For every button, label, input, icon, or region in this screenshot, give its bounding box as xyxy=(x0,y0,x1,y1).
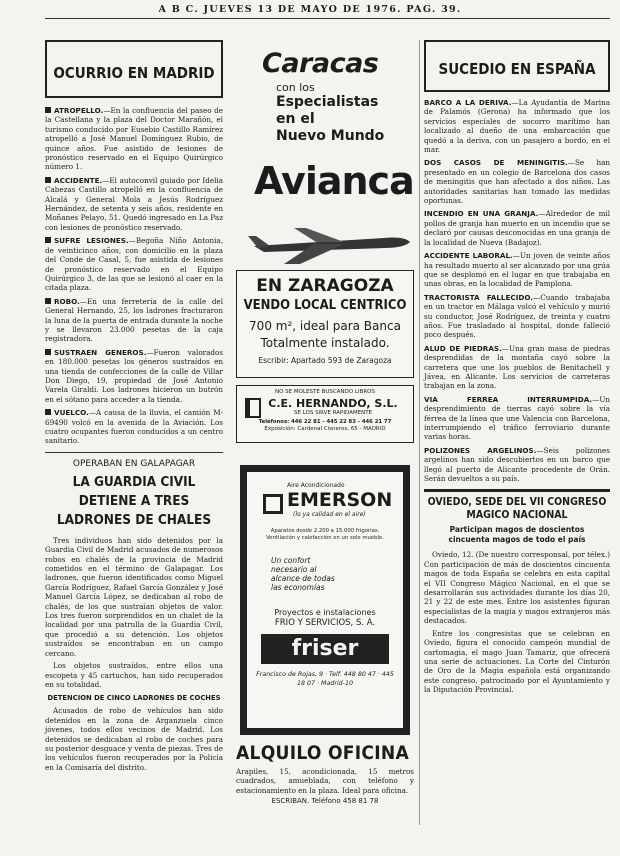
emerson-logo-icon xyxy=(263,494,283,514)
right-column xyxy=(424,40,610,698)
bullet-icon xyxy=(45,349,51,355)
avianca-with: con los xyxy=(276,81,315,94)
avianca-brand: Avianca xyxy=(254,159,414,203)
news-item xyxy=(45,176,223,232)
zaragoza-line4: Totalmente instalado. xyxy=(260,336,390,350)
hernando-ad xyxy=(236,385,414,443)
oviedo-box xyxy=(424,489,610,694)
emerson-brand: EMERSON xyxy=(287,489,393,511)
hernando-tel: Teléfonos: 446 22 81 - 445 22 83 - 446 21 77 xyxy=(258,419,392,425)
oviedo-deck: Participan magos de doscientos cincuenta magos de todo el país xyxy=(448,525,586,545)
news-item-text: —Un desprendimiento de tierras cayó sobre la vía férrea de la línea que une Valencia con Barcelona, interrumpiendo el tráfico ferroviario durante varias horas. xyxy=(424,394,610,442)
hernando-top: NO SE MOLESTE BUSCANDO LIBROS xyxy=(274,389,375,395)
emerson-dealer: Aire Acondicionado xyxy=(287,482,345,489)
section-title: SUCEDIO EN ESPAÑA xyxy=(438,60,596,78)
alquilo-text: Arapiles, 15, acondicionada, 15 metros cuadrados, amueblada, con teléfono y estacionamiento en la plaza. Ideal para oficina. xyxy=(236,767,414,795)
bullet-icon xyxy=(45,237,51,243)
espana-news-list xyxy=(424,98,610,483)
friser-logo-text: friser xyxy=(291,636,359,661)
news-item-head: SUSTRAEN GENEROS. xyxy=(54,347,147,357)
news-item-head: ROBO. xyxy=(54,296,80,306)
galapagar-body xyxy=(45,536,223,690)
zaragoza-line3: 700 m², ideal para Banca xyxy=(249,319,401,333)
emerson-note: Un confort necesario al alcance de todas las economías xyxy=(271,556,335,592)
bullet-icon xyxy=(45,107,51,113)
paragraph: Acusados de robo de vehículos han sido detenidos en la zona de Arganzuela cinco jóvenes, todos ellos vecinos de Madrid. Los detenidos se dedicaban al robo de coches para su posterior desguace y venta de piezas. Tres de los vehículos fueron recuperados por la Policía en la Comisaría del distrito. xyxy=(45,706,223,772)
news-item xyxy=(424,158,610,205)
news-item-text: —A causa de la lluvia, el camión M-69490 volcó en la avenida de la Aviación. Los cuatro ocupantes fueron conducidos a un centro sanitario. xyxy=(45,408,223,446)
hernando-name: C.E. HERNANDO, S.L. xyxy=(268,397,398,410)
bullet-icon xyxy=(45,177,51,183)
news-item xyxy=(424,293,610,340)
hernando-addr: Exposición: Cardenal Cisneros, 65 - MADRID xyxy=(264,426,386,432)
section-sucedio-en-espana xyxy=(424,40,610,92)
section-ocurrio-en-madrid xyxy=(45,40,223,98)
emerson-tag: (lo ya calidad en el aire) xyxy=(293,511,366,518)
news-item-text: —El autoconvil guiado por Idelia Cabezas Castillo atropelló en la confluencia de Alcalá y General Mola a Jesús Rodríguez Hernández, de setenta y seis años, residente en Moñanes Pelayo, 51. Quedó ingresado en La Paz con lesiones de pronóstico reservado. xyxy=(45,175,223,232)
news-item xyxy=(424,98,610,154)
detencion-subtitle: DETENCION DE CINCO LADRONES DE COCHES xyxy=(47,694,221,703)
news-item-text: —Fueron valorados en 180.000 pesetas los géneros sustraídos en una tienda de confecciones de la calle de Villar Don Diego, 19, propiedad de José Antonio Varela Giraldi. Los ladrones hicieron un butrón en el sótano para acceder a la tienda. xyxy=(45,347,224,404)
news-item xyxy=(424,251,610,289)
news-item xyxy=(45,348,223,404)
zaragoza-line5: Escribir: Apartado 593 de Zaragoza xyxy=(258,356,392,365)
avianca-line3: Nuevo Mundo xyxy=(276,128,385,144)
avianca-line2: en el xyxy=(276,111,315,127)
oviedo-title: OVIEDO, SEDE DEL VII CONGRESO MAGICO NACIONAL xyxy=(427,496,607,522)
avianca-line1: Especialistas xyxy=(276,94,379,110)
news-item-head: ATROPELLO. xyxy=(54,106,104,115)
madrid-news-list xyxy=(45,106,223,446)
emerson-proj: Proyectos e instalaciones xyxy=(274,608,376,617)
news-item-head: ALUD DE PIEDRAS. xyxy=(424,343,502,353)
emerson-addr: Francisco de Rojas, 9 · Telf. 448 80 47 · 445 18 07 · Madrid-10 xyxy=(256,671,394,687)
alquilo-tel: ESCRIBAN. Teléfono 458 81 78 xyxy=(271,797,379,806)
hernando-sub: SE LOS SIRVE RAPIDAMENTE xyxy=(293,410,373,416)
news-item-text: —Cuando trabajaba en un tractor en Málaga volcó el vehículo y murió su conductor, José Rodríguez, de treinta y cuatro años. Fue trasladado al hospital, donde falleció poco después. xyxy=(424,292,610,340)
news-item-text: —La Ayudantía de Marina de Palamós (Gerona) ha informado que los servicios especiales de socorro marítimo han localizado al dueño de una embarcación que quedó a la deriva, con un pasajero a bordo, en el mar. xyxy=(424,98,610,155)
airplane-icon xyxy=(244,216,414,266)
oviedo-body xyxy=(424,550,610,694)
news-item-head: VIA FERREA INTERRUMPIDA. xyxy=(424,394,593,404)
friser-logo xyxy=(261,634,389,664)
alquilo-ad xyxy=(236,742,414,814)
emerson-spec: Aparatos desde 2.200 a 15.000 frigorías. Ventilación y calefacción en un solo mueble. xyxy=(266,528,384,541)
paragraph: Los objetos sustraídos, entre ellos una escopeta y 45 cartuchos, han sido recuperados en su totalidad. xyxy=(45,661,223,689)
column-rule xyxy=(419,40,420,825)
zaragoza-line1: EN ZARAGOZA xyxy=(256,276,394,296)
news-item xyxy=(424,395,610,442)
news-item-text: —Se han presentado en un colegio de Barcelona dos casos de meningitis que han afectado a dos niños. Las autoridades sanitarias han tomado las medidas oportunas. xyxy=(424,158,610,206)
news-item-head: ACCIDENTE LABORAL. xyxy=(424,251,513,261)
news-item-text: —Un joven de veinte años ha resultado muerto al ser alcanzado por una grúa que se desplomó en el lugar en que trabajaba en unas obras, en la localidad de Pamplona. xyxy=(424,251,610,289)
news-item xyxy=(424,344,610,391)
galapagar-title: LA GUARDIA CIVIL DETIENE A TRES LADRONES DE CHALES xyxy=(56,473,212,528)
news-item-head: BARCO A LA DERIVA. xyxy=(424,98,512,107)
detencion-body xyxy=(45,706,223,772)
book-icon xyxy=(245,398,261,418)
section-title: OCURRIO EN MADRID xyxy=(53,64,215,82)
news-item-text: —Una gran masa de piedras desprendidas de la montaña cayó sobre la carretera que une los pueblos de Benitachell y Jávea, en Alicante. Los servicios de carreteras trabajan en la zona. xyxy=(424,343,610,391)
zaragoza-ad xyxy=(236,270,414,378)
news-item-text: —En la confluencia del paseo de la Castellana y la plaza del Doctor Marañón, el turismo conducido por Eusebio Castillo Ramírez atropelló a José Manuel Domínguez Rubio, de quince años. Fue asistido de lesiones de pronóstico reservado en el Equipo Quirúrgico número 1. xyxy=(45,106,223,172)
masthead: A B C. JUEVES 13 DE MAYO DE 1976. PAG. 39. xyxy=(158,4,462,15)
galapagar-kicker: OPERABAN EN GALAPAGAR xyxy=(45,452,223,469)
masthead-rule xyxy=(45,18,610,19)
news-item-head: INCENDIO EN UNA GRANJA. xyxy=(424,209,539,219)
paragraph: Tres individuos han sido detenidos por la Guardia Civil de Madrid acusados de numerosos robos en chalés de la provincia de Madrid cometidos en el término de Galapagar. Los ladrones, que fueron identificados como Miguel García Rodríguez, Rafael García González y José Manuel García López, se dedicaban al robo de chalés, de los que sustraían objetos de valor. Los tres fueron sorprendidos en un chalet de la localidad por una patrulla de la Guardia Civil, que procedió a su detención. Los objetos sustraídos se encontraban en un campo cercano. xyxy=(45,535,223,658)
news-item xyxy=(45,408,223,446)
news-item-head: DOS CASOS DE MENINGITIS. xyxy=(424,158,568,168)
news-item-head: ACCIDENTE. xyxy=(54,175,103,185)
zaragoza-line2: VENDO LOCAL CENTRICO xyxy=(243,298,407,313)
paragraph: Entre los congresistas que se celebran en Oviedo, figura el conocido campeón mundial de cartomagia, el mago Juan Tamariz, que ofrecerá una serie de actuaciones. La Corte del Cinturón de Oro de la Magia española está organizando este congreso, patrocinado por el Ayuntamiento y la Diputación Provincial. xyxy=(424,628,610,695)
avianca-ad xyxy=(236,48,414,266)
paragraph: Oviedo, 12. (De nuestro corresponsal, por télex.) Con participación de más de doscientos cincuenta magos de toda España se celebra en esta capital el VII Congreso Mágico Nacional, en el que se desarrollarán sus actividades durante los días 20, 21 y 22 de este mes. Entre los asistentes figuran especialistas de la magia y magos extranjeros más destacados. xyxy=(424,550,611,626)
news-item-text: —Begoña Niño Antonia, de veinticinco años, con domicilio en la plaza del Conde de Casal, 5, fue asistida de lesiones de pronóstico reservado en el Equipo Quirúrgico 3, de las que se lesionó al caer en la citada plaza. xyxy=(45,236,223,293)
news-item xyxy=(45,106,223,172)
news-item-text: —En una ferretería de la calle del General Hernando, 25, los ladrones fracturaron la luna de la puerta de entrada durante la noche y se llevaron 23.000 pesetas de la caja registradora. xyxy=(45,296,223,344)
news-item-head: VUELCO. xyxy=(54,408,89,418)
news-item-text: —Seis polizones argelinos han sido descubiertos en un barco que llegó al puerto de Alicante procedente de Orán. Serán devueltos a su país. xyxy=(424,445,610,484)
news-item-head: POLIZONES ARGELINOS. xyxy=(424,445,537,455)
left-column xyxy=(45,40,223,775)
news-item-text: —Alrededor de mil pollos de granja han muerto en un incendio que se declaró por causas desconocidas en una granja de la localidad de Nueva (Badajoz). xyxy=(424,209,610,247)
news-item-head: TRACTORISTA FALLECIDO. xyxy=(424,292,534,302)
news-item xyxy=(45,297,223,344)
news-item-head: SUFRE LESIONES. xyxy=(54,236,129,246)
alquilo-title: ALQUILO OFICINA xyxy=(236,742,410,764)
emerson-company: FRIO Y SERVICIOS, S. A. xyxy=(274,618,376,628)
bullet-icon xyxy=(45,409,51,415)
emerson-ad xyxy=(240,465,410,735)
news-item xyxy=(424,209,610,247)
news-item xyxy=(424,446,610,484)
bullet-icon xyxy=(45,298,51,304)
caracas-script: Caracas xyxy=(262,48,379,79)
news-item xyxy=(45,236,223,292)
